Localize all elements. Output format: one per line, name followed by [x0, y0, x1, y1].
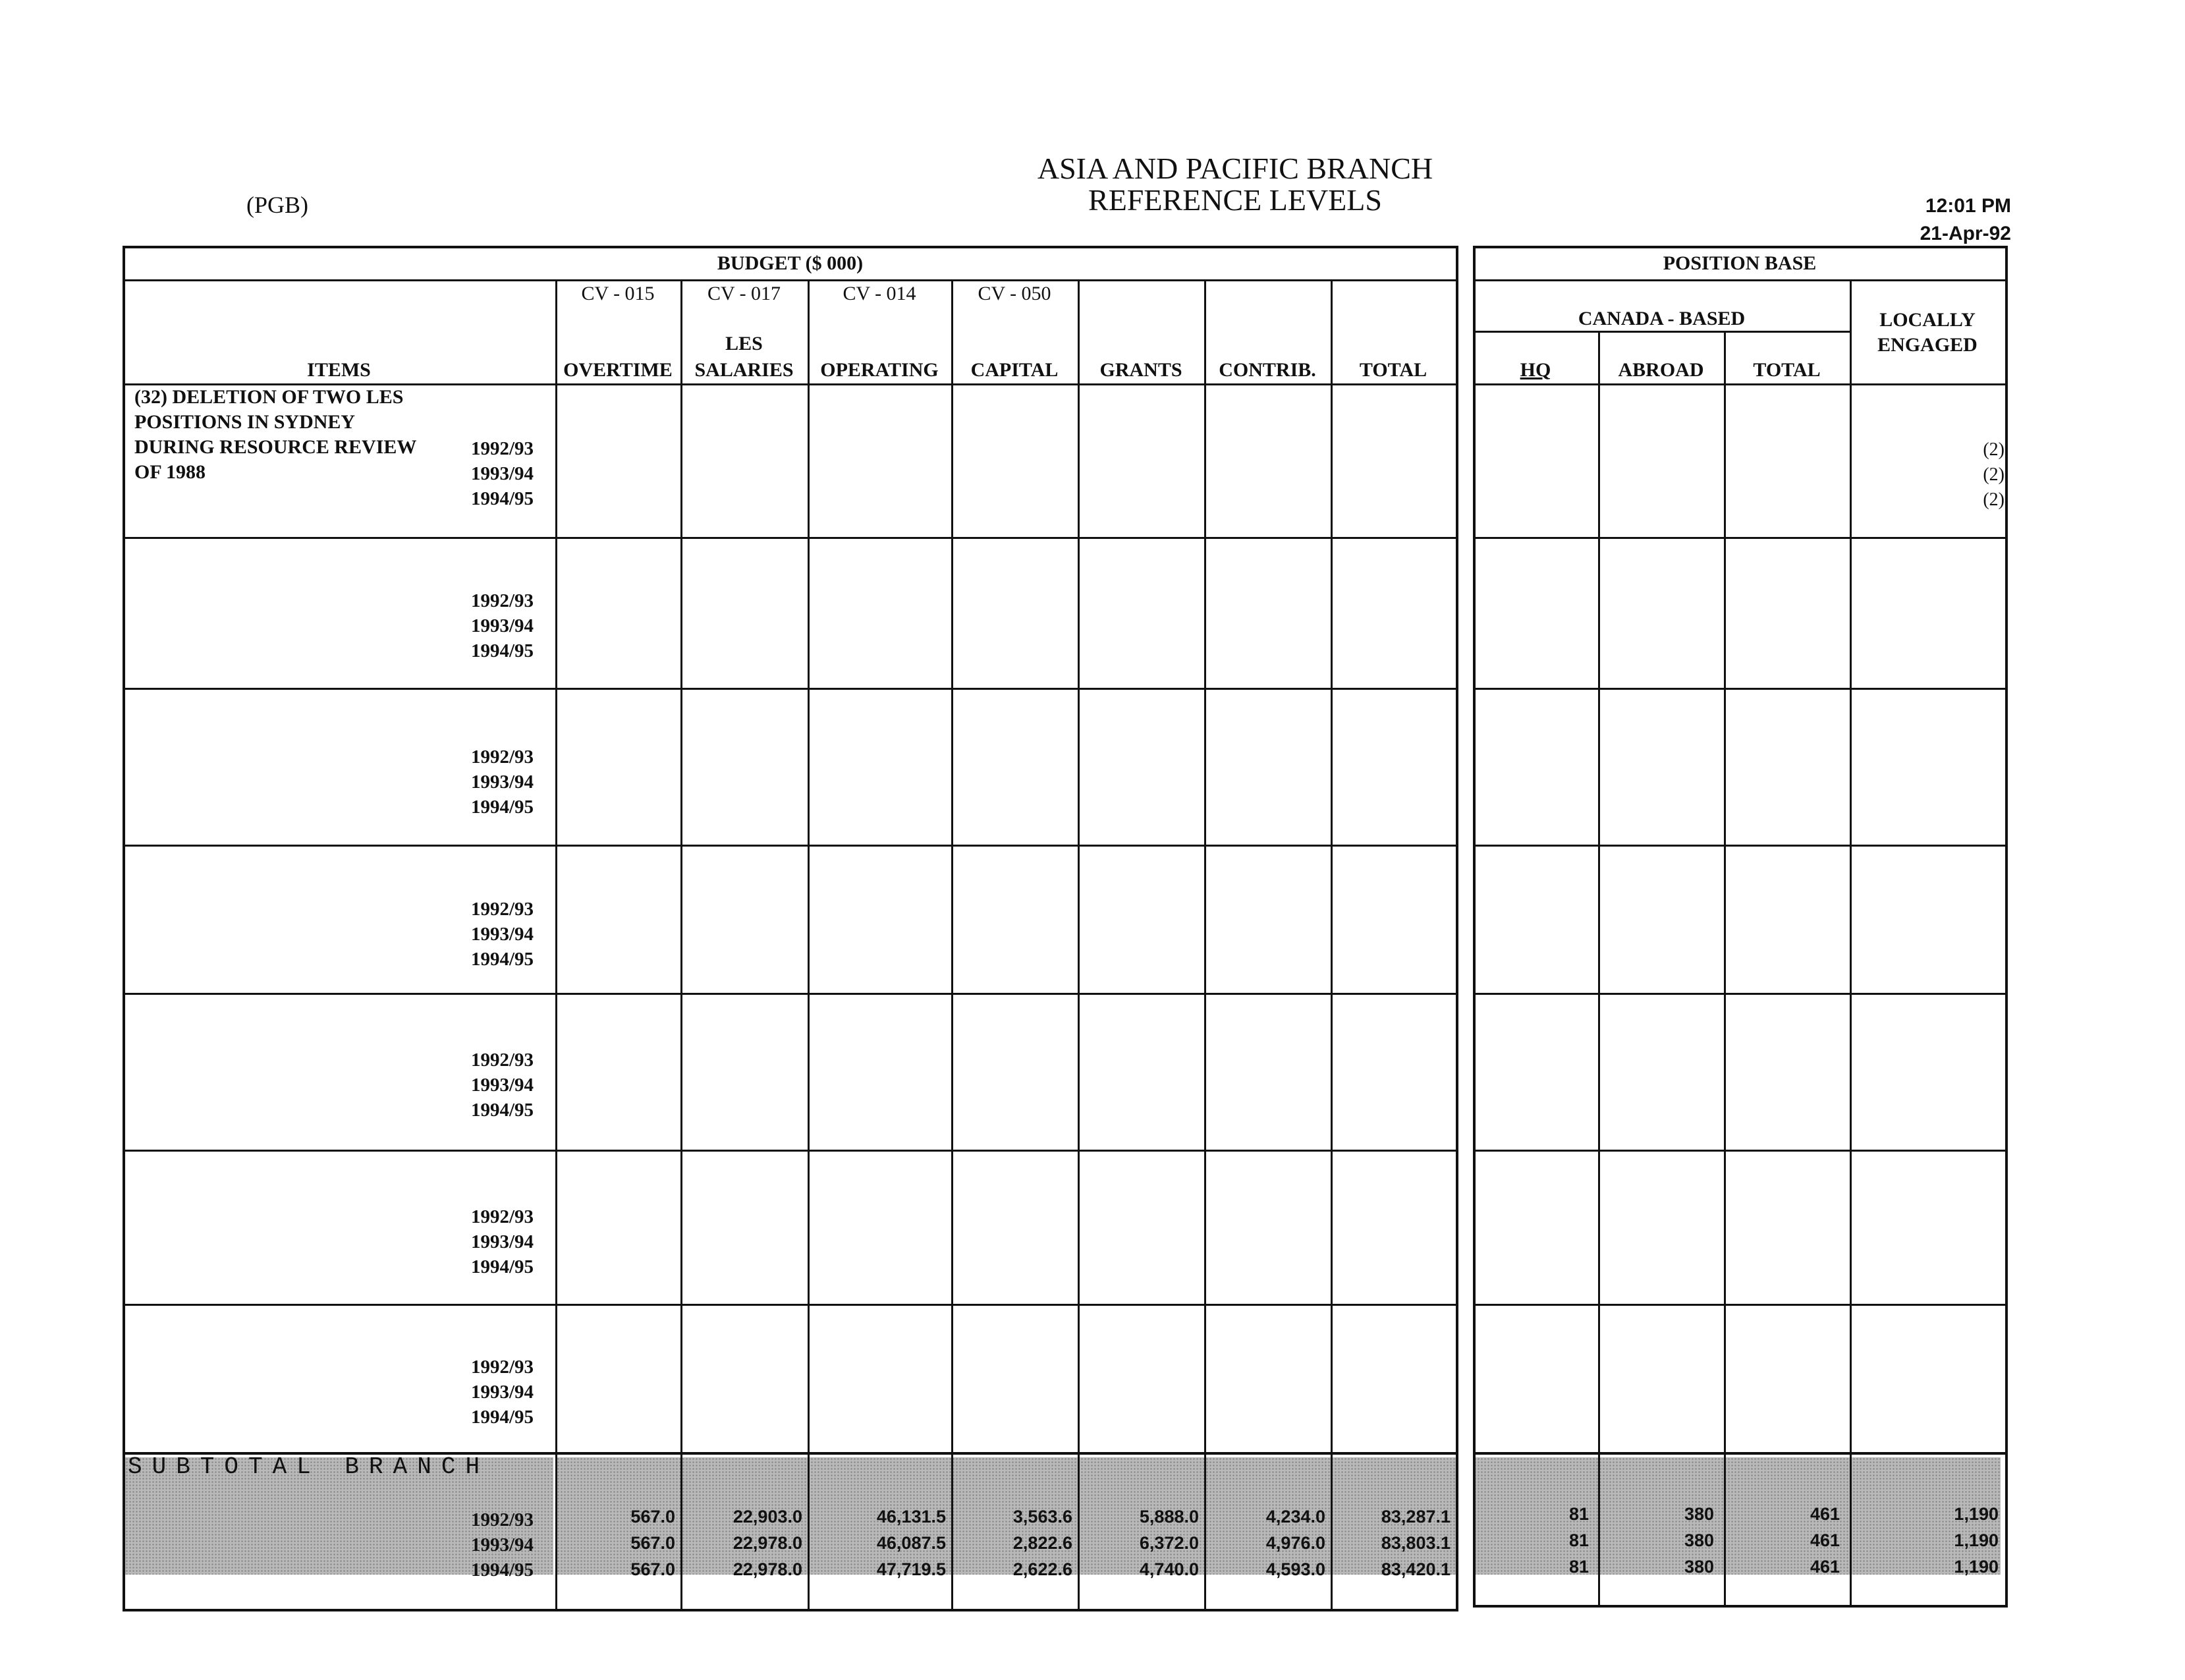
col-line-overtime [555, 279, 557, 1610]
year-label: 1992/93 [470, 1050, 534, 1071]
year-label: 1993/94 [470, 771, 534, 793]
subtotal-cell: 3,563.6 [1012, 1507, 1072, 1526]
subtotal-cell: 22,903.0 [733, 1507, 802, 1526]
col-line-cb-total [1850, 279, 1852, 1606]
row-divider-3 [123, 845, 1458, 847]
year-block-7 [455, 1355, 534, 1430]
overtime-header: OVERTIME [563, 359, 673, 381]
col-line-grants [1078, 279, 1080, 1610]
locally-engaged-line1: LOCALLY [1879, 309, 1976, 331]
row-divider-5 [123, 1150, 1458, 1152]
subtotal-les-col [680, 1503, 802, 1582]
subtotal-capital-col [951, 1503, 1072, 1582]
budget-bottom-border [123, 1609, 1458, 1611]
year-label: 1994/95 [470, 1407, 534, 1428]
year-label: 1993/94 [470, 1534, 534, 1555]
subtotal-grants-col [1078, 1503, 1199, 1582]
year-label: 1992/93 [470, 1357, 534, 1378]
subtotal-cell: 461 [1810, 1504, 1840, 1524]
subtotal-cell: 1,190 [1954, 1530, 1999, 1550]
subtotal-cell: 81 [1568, 1504, 1589, 1524]
operating-code: CV - 014 [843, 283, 916, 304]
report-title [889, 153, 1581, 216]
year-label: 1994/95 [470, 1559, 534, 1581]
item-32-line2: POSITIONS IN SYDNEY [134, 411, 356, 433]
subtotal-cell: 83,287.1 [1381, 1507, 1451, 1526]
subtotal-cell: 6,372.0 [1139, 1533, 1199, 1553]
year-label: 1992/93 [470, 590, 534, 611]
year-label: 1994/95 [470, 1100, 534, 1121]
operating-header: OPERATING [820, 359, 939, 381]
title-line-1: ASIA AND PACIFIC BRANCH [1037, 152, 1433, 185]
cb-total-header: TOTAL [1753, 359, 1821, 381]
subtotal-cb-total-col [1724, 1501, 1840, 1580]
subtotal-hq-col [1473, 1501, 1589, 1580]
subtotal-cell: 22,978.0 [733, 1533, 802, 1553]
pos-top-border [1473, 246, 2006, 248]
pos-row-divider-2 [1473, 688, 2006, 690]
title-line-2: REFERENCE LEVELS [1088, 183, 1382, 217]
subtotal-operating-col [808, 1503, 946, 1582]
subtotal-cell: 567.0 [630, 1533, 675, 1553]
canada-based-label: CANADA - BASED [1578, 308, 1746, 329]
budget-subheader-line [123, 279, 1458, 281]
item-32-locally-engaged [1983, 437, 2005, 513]
overtime-code: CV - 015 [581, 283, 655, 304]
position-base-label: POSITION BASE [1663, 252, 1817, 274]
grants-header: GRANTS [1099, 359, 1182, 381]
year-block-1 [455, 436, 534, 511]
row-divider-4 [123, 993, 1458, 995]
year-label: 1994/95 [470, 797, 534, 818]
pos-left-border [1473, 246, 1476, 1608]
pos-row-divider-5 [1473, 1150, 2006, 1152]
subtotal-cell: 4,234.0 [1265, 1507, 1325, 1526]
subtotal-cell: 1,190 [1954, 1504, 1999, 1524]
les-code: CV - 017 [707, 283, 781, 304]
col-line-hq [1598, 331, 1600, 1606]
subtotal-cell: 380 [1684, 1557, 1714, 1577]
year-label: 1993/94 [470, 1382, 534, 1403]
subtotal-cell: 4,976.0 [1265, 1533, 1325, 1553]
les-header-line1: LES [725, 333, 763, 354]
pos-bottom-border [1473, 1605, 2006, 1608]
row-divider-1 [123, 537, 1458, 539]
year-label: 1992/93 [470, 746, 534, 768]
col-line-contrib [1204, 279, 1206, 1610]
le-value: (2) [1983, 439, 2005, 460]
year-label: 1992/93 [470, 1509, 534, 1530]
budget-top-border [123, 246, 1458, 248]
item-32-line3: DURING RESOURCE REVIEW [134, 436, 417, 458]
le-value: (2) [1983, 464, 2005, 485]
abroad-header: ABROAD [1618, 359, 1704, 381]
subtotal-total-col [1331, 1503, 1451, 1582]
subtotal-overtime-col [555, 1503, 675, 1582]
branch-code: (PGB) [246, 192, 309, 218]
year-label: 1993/94 [470, 615, 534, 636]
year-block-3 [455, 744, 534, 820]
total-header: TOTAL [1359, 359, 1427, 381]
subtotal-cell: 461 [1810, 1557, 1840, 1577]
item-32-description [134, 385, 416, 485]
pos-row-divider-1 [1473, 537, 2006, 539]
subtotal-cell: 22,978.0 [733, 1559, 802, 1579]
subtotal-cell: 83,420.1 [1381, 1559, 1451, 1579]
pos-header-bottom [1473, 383, 2006, 385]
canada-based-line [1473, 331, 1850, 333]
col-line-operating [808, 279, 810, 1610]
subtotal-cell: 83,803.1 [1381, 1533, 1451, 1553]
col-line-capital [951, 279, 953, 1610]
year-label: 1992/93 [470, 438, 534, 459]
subtotal-cell: 567.0 [630, 1559, 675, 1579]
year-label: 1993/94 [470, 1231, 534, 1252]
pos-row-divider-3 [1473, 845, 2006, 847]
report-date: 21-Apr-92 [1920, 223, 2011, 244]
col-line-total [1331, 279, 1333, 1610]
report-time: 12:01 PM [1925, 195, 2011, 217]
subtotal-contrib-col [1204, 1503, 1325, 1582]
subtotal-abroad-col [1598, 1501, 1714, 1580]
subtotal-cell: 81 [1568, 1557, 1589, 1577]
subtotal-label: SUBTOTAL BRANCH [128, 1453, 490, 1480]
pos-subheader-line [1473, 279, 2006, 281]
subtotal-cell: 5,888.0 [1139, 1507, 1199, 1526]
year-block-5 [455, 1048, 534, 1123]
budget-left-border [123, 246, 125, 1611]
hq-header: HQ [1520, 359, 1551, 381]
subtotal-cell: 1,190 [1954, 1557, 1999, 1577]
subtotal-years [455, 1507, 534, 1582]
pos-right-border [2005, 246, 2008, 1608]
year-block-6 [455, 1204, 534, 1279]
year-label: 1994/95 [470, 640, 534, 661]
year-label: 1993/94 [470, 924, 534, 945]
item-32-line4: OF 1988 [134, 461, 206, 483]
subtotal-cell: 4,593.0 [1265, 1559, 1325, 1579]
subtotal-cell: 46,131.5 [876, 1507, 946, 1526]
year-label: 1994/95 [470, 488, 534, 509]
year-label: 1993/94 [470, 463, 534, 484]
year-label: 1992/93 [470, 899, 534, 920]
contrib-header: CONTRIB. [1219, 359, 1316, 381]
subtotal-cell: 461 [1810, 1530, 1840, 1550]
budget-right-border [1456, 246, 1458, 1611]
capital-code: CV - 050 [978, 283, 1051, 304]
row-divider-2 [123, 688, 1458, 690]
row-divider-6 [123, 1304, 1458, 1306]
subtotal-cell: 81 [1568, 1530, 1589, 1550]
item-32-line1: (32) DELETION OF TWO LES [134, 386, 404, 408]
subtotal-cell: 2,822.6 [1012, 1533, 1072, 1553]
le-value: (2) [1983, 490, 2005, 510]
year-block-4 [455, 897, 534, 972]
subtotal-cell: 4,740.0 [1139, 1559, 1199, 1579]
budget-label: BUDGET ($ 000) [717, 252, 864, 274]
year-label: 1992/93 [470, 1206, 534, 1227]
subtotal-cell: 2,622.6 [1012, 1559, 1072, 1579]
year-block-2 [455, 588, 534, 663]
items-header: ITEMS [307, 359, 371, 381]
les-header-line2: SALARIES [694, 359, 794, 381]
subtotal-le-col [1850, 1501, 1999, 1580]
year-label: 1993/94 [470, 1075, 534, 1096]
pos-row-divider-4 [1473, 993, 2006, 995]
col-line-abroad [1724, 331, 1726, 1606]
capital-header: CAPITAL [970, 359, 1059, 381]
subtotal-cell: 380 [1684, 1504, 1714, 1524]
col-line-les [680, 279, 682, 1610]
pos-row-divider-6 [1473, 1304, 2006, 1306]
subtotal-cell: 47,719.5 [876, 1559, 946, 1579]
subtotal-cell: 380 [1684, 1530, 1714, 1550]
year-label: 1994/95 [470, 1256, 534, 1277]
pos-subtotal-top [1473, 1452, 2006, 1455]
year-label: 1994/95 [470, 949, 534, 970]
subtotal-cell: 567.0 [630, 1507, 675, 1526]
subtotal-cell: 46,087.5 [876, 1533, 946, 1553]
locally-engaged-line2: ENGAGED [1877, 334, 1978, 356]
